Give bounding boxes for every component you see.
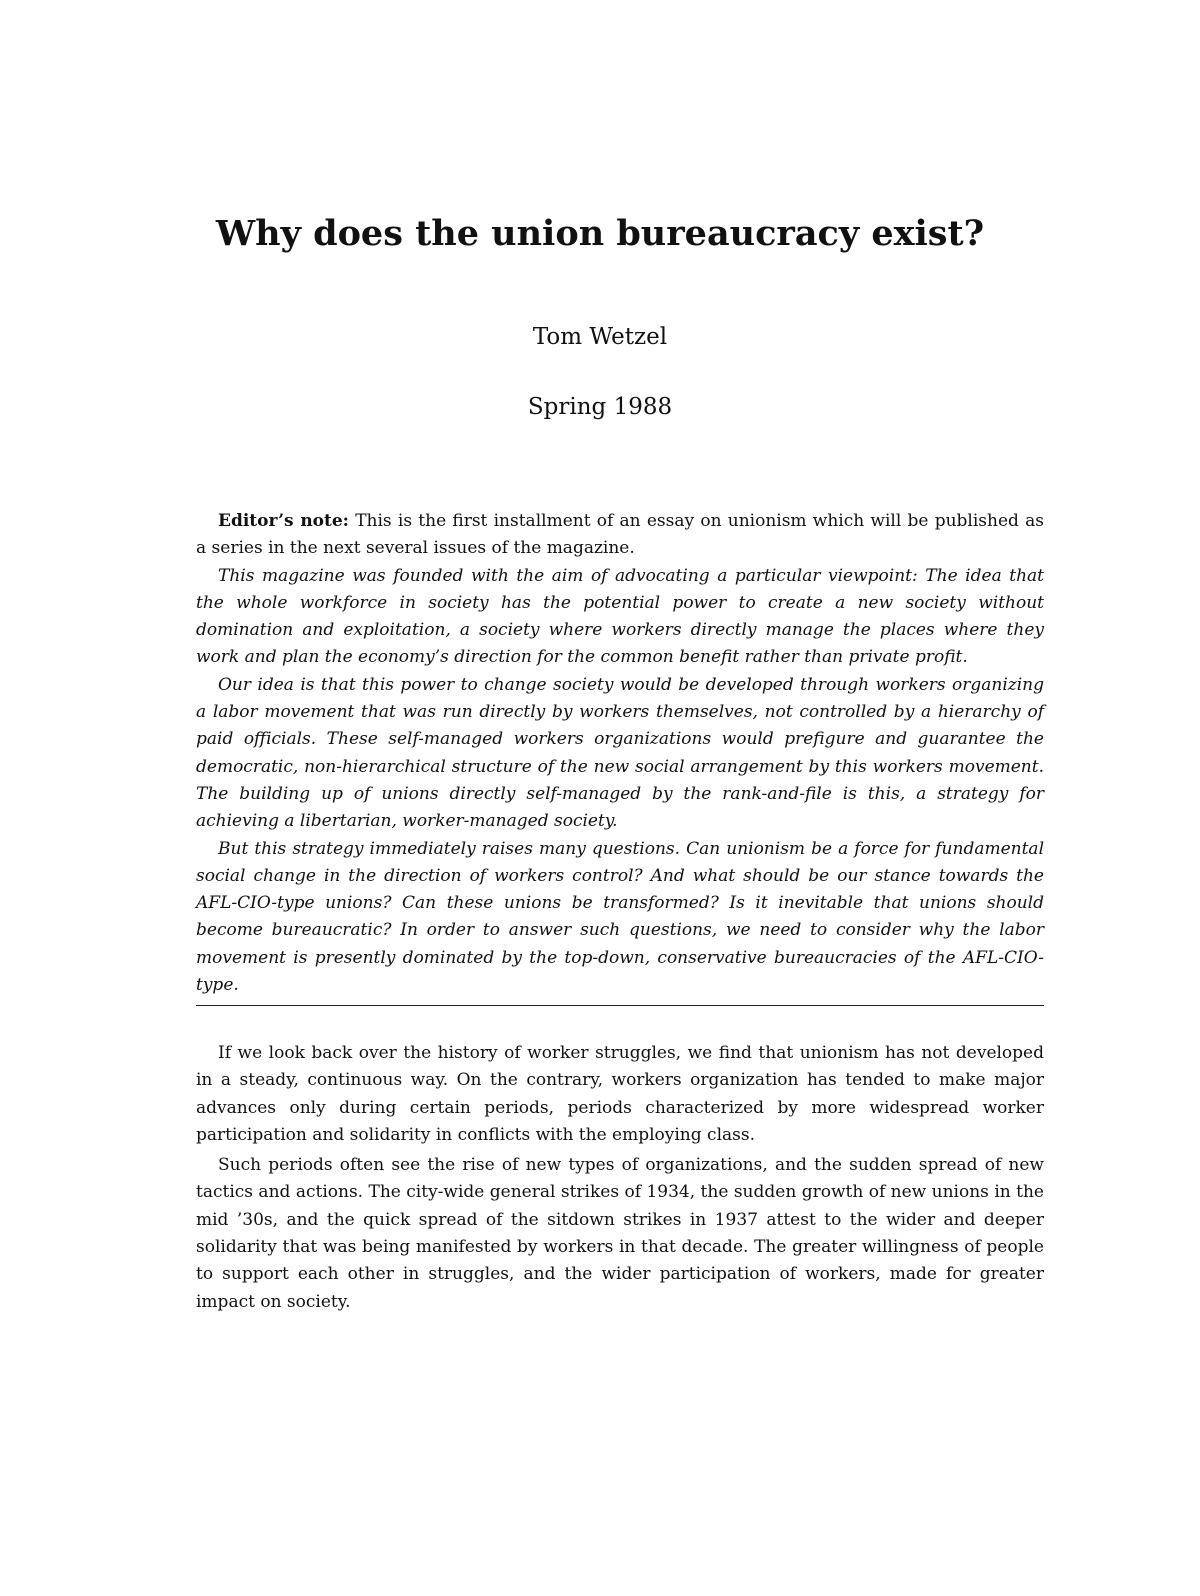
editors-note-label: Editor’s note: [218, 511, 349, 531]
body-paragraph: If we look back over the history of worker struggles, we find that unionism has not developed in a steady, continuous way. On the contrary, workers organization has tended to make major advances only during certain periods, periods characterized by more widespread worker participation and solidarity in conflicts with the employing class. [196, 1043, 1044, 1145]
author-name: Tom Wetzel [532, 324, 668, 350]
editors-note [196, 508, 1044, 999]
editors-note-lead [196, 508, 1044, 563]
document-title: Why does the union bureaucracy exist? [215, 213, 985, 254]
section-divider [196, 1005, 1044, 1006]
body-text [196, 1040, 1044, 1319]
editors-note-paragraph: But this strategy immediately raises many questions. Can unionism be a force for fundamental social change in the direction of workers control? And what should be our stance towards the AFL-CIO-type unions? Can these unions be transformed? Is it inevitable that unions should become bureaucratic? In order to answer such questions, we need to consider why the labor movement is presently dominated by the top-down, conservative bureaucracies of the AFL-CIO-type. [196, 838, 1044, 996]
editors-note-paragraph: Our idea is that this power to change society would be developed through workers organizing a labor movement that was run directly by workers themselves, not controlled by a hierarchy of paid officials. These self-managed workers organizations would prefigure and guarantee the democratic, non-hierarchical structure of the new social arrangement by this workers movement. The building up of unions directly self-managed by the rank-and-file is this, a strategy for achieving a libertarian, worker-managed society. [196, 674, 1044, 832]
publication-date: Spring 1988 [527, 394, 673, 420]
body-paragraph: Such periods often see the rise of new types of organizations, and the sudden spread of new tactics and actions. The city-wide general strikes of 1934, the sudden growth of new unions in the mid ’30s, and the quick spread of the sitdown strikes in 1937 attest to the wider and deeper solidarity that was being manifested by workers in that decade. The greater willingness of people to support each other in struggles, and the wider participation of workers, made for greater impact on society. [196, 1155, 1044, 1312]
editors-note-paragraph: This magazine was founded with the aim of advocating a particular viewpoint: The idea that the whole workforce in society has the potential power to create a new society without domination and exploitation, a society where workers directly manage the places where they work and plan the economy’s direction for the common benefit rather than private profit. [196, 565, 1044, 668]
editors-note-lead-text: This is the first installment of an essay on unionism which will be published as a series in the next several issues of the magazine. [196, 511, 1045, 559]
